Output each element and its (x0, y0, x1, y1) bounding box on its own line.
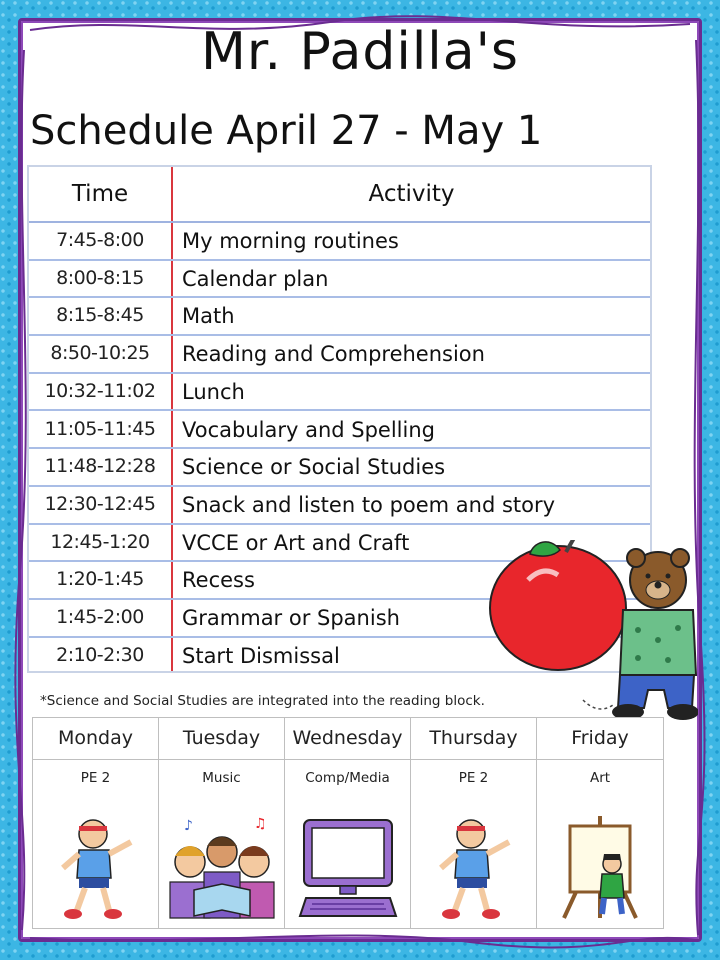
activity-cell: Calendar plan (182, 266, 329, 291)
svg-text:♪: ♪ (183, 818, 193, 834)
time-column-header: Time (71, 181, 129, 207)
day-column-monday (33, 718, 159, 928)
activity-cell: Science or Social Studies (182, 455, 446, 480)
page-title: Mr. Padilla's (200, 22, 520, 82)
table-row (29, 223, 650, 261)
day-name: Friday (537, 718, 663, 760)
activity-cell: Snack and listen to poem and story (182, 492, 556, 517)
time-cell: 7:45-8:00 (56, 229, 144, 251)
time-cell: 12:30-12:45 (44, 492, 156, 515)
day-column-thursday (411, 718, 537, 928)
time-cell: 2:10-2:30 (56, 643, 144, 666)
table-row (29, 449, 650, 487)
activity-cell: VCCE or Art and Craft (182, 530, 410, 555)
time-cell: 8:50-10:25 (50, 342, 150, 365)
day-name: Wednesday (285, 718, 410, 760)
day-column-wednesday (285, 718, 411, 928)
special-class: Comp/Media (305, 770, 390, 786)
day-column-friday (537, 718, 663, 928)
time-cell: 1:45-2:00 (56, 606, 144, 628)
computer-icon (298, 812, 398, 922)
weekly-specials-table (32, 717, 664, 929)
day-column-tuesday (159, 718, 285, 928)
bear-with-apple-icon (488, 540, 698, 740)
time-cell: 11:05-11:45 (44, 417, 156, 440)
special-class: PE 2 (80, 770, 111, 786)
pe-boy-icon (429, 812, 519, 922)
activity-cell: Grammar or Spanish (182, 606, 400, 630)
day-name: Thursday (411, 718, 536, 760)
activity-cell: Recess (182, 568, 255, 593)
time-cell: 8:15-8:45 (56, 304, 144, 327)
pe-boy-icon (51, 812, 141, 922)
time-cell: 1:20-1:45 (56, 568, 144, 591)
activity-cell: Lunch (182, 379, 245, 404)
activity-cell: Vocabulary and Spelling (182, 417, 435, 442)
easel-icon (550, 812, 650, 922)
time-cell: 10:32-11:02 (44, 379, 156, 402)
day-name: Tuesday (159, 718, 284, 760)
day-name: Monday (33, 718, 158, 760)
special-class: Art (589, 770, 611, 786)
activity-cell: Reading and Comprehension (182, 342, 485, 367)
table-row (29, 261, 650, 299)
activity-cell: Start Dismissal (182, 643, 340, 668)
activity-column-header: Activity (368, 181, 455, 207)
table-row (29, 412, 650, 450)
schedule-header-row (29, 167, 650, 223)
table-row (29, 336, 650, 374)
table-row (29, 298, 650, 336)
singers-icon (164, 812, 280, 922)
activity-cell: Math (182, 304, 235, 329)
time-cell: 11:48-12:28 (44, 455, 156, 478)
special-class: PE 2 (458, 770, 489, 786)
time-cell: 12:45-1:20 (50, 530, 150, 553)
footnote: *Science and Social Studies are integrated into the reading block. (40, 693, 485, 709)
special-class: Music (202, 770, 241, 786)
time-cell: 8:00-8:15 (56, 266, 144, 289)
table-row (29, 374, 650, 412)
activity-cell: My morning routines (182, 229, 399, 253)
schedule-subtitle: Schedule April 27 - May 1 (30, 108, 543, 154)
svg-text:♫: ♫ (253, 816, 267, 832)
table-row (29, 487, 650, 525)
